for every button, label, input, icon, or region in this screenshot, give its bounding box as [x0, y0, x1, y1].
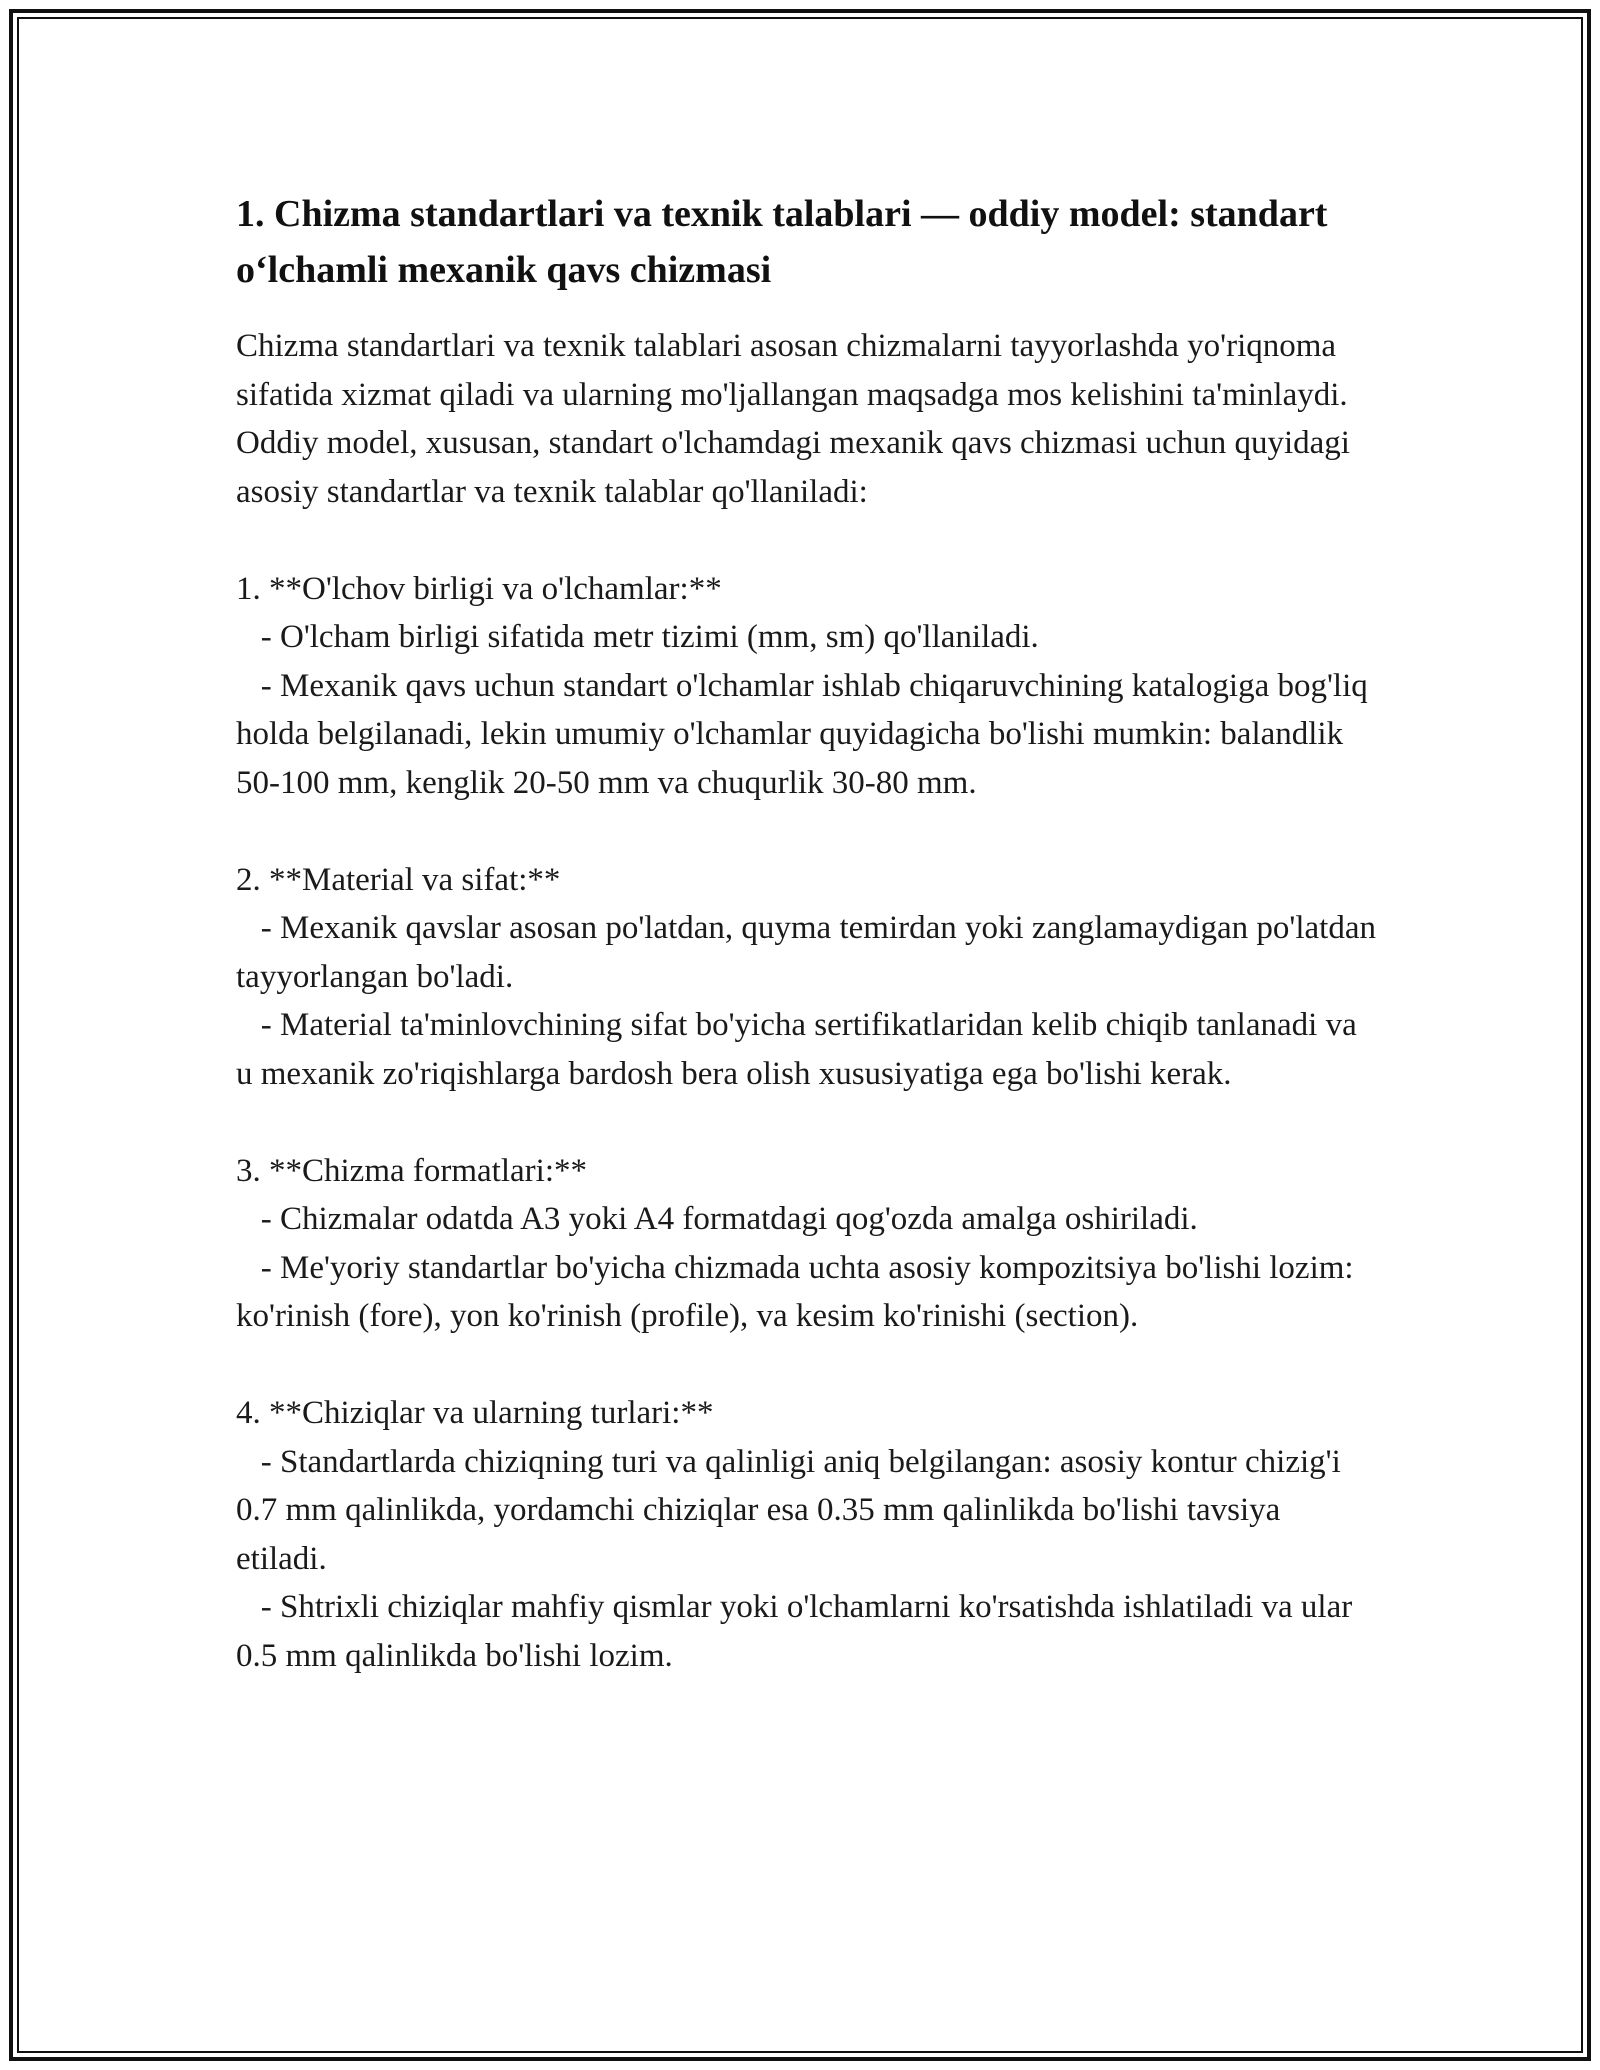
document-content [236, 186, 1376, 1680]
document-title: 1. Chizma standartlari va texnik talablari — oddiy model: standart o‘lchamli mexanik qavs chizmasi [236, 193, 1328, 291]
document-body: Chizma standartlari va texnik talablari asosan chizmalarni tayyorlashda yo'riqnoma sifatida xizmat qiladi va ularning mo'ljallangan maqsadga mos kelishini ta'minlaydi. Oddiy model, xususan, standart o'lchamdagi mexanik qavs chizmasi uchun quyidagi asosiy standartlar va texnik talablar qo'llaniladi: 1. **O'lchov birligi va o'lchamlar:** - O'lcham birligi sifatida metr tizimi (mm, sm) qo'llaniladi. - Mexanik qavs uchun standart o'lchamlar ishlab chiqaruvchining katalogiga bog'liq holda belgilanadi, lekin umumiy o'lchamlar quyidagicha bo'lishi mumkin: balandlik 50-100 mm, kenglik 20-50 mm va chuqurlik 30-80 mm. 2. **Material va sifat:** - Mexanik qavslar asosan po'latdan, quyma temirdan yoki zanglamaydigan po'latdan tayyorlangan bo'ladi. - Material ta'minlovchining sifat bo'yicha sertifikatlaridan kelib chiqib tanlanadi va u mexanik zo'riqishlarga bardosh bera olish xususiyatiga ega bo'lishi kerak. 3. **Chizma formatlari:** - Chizmalar odatda A3 yoki A4 formatdagi qog'ozda amalga oshiriladi. - Me'yoriy standartlar bo'yicha chizmada uchta asosiy kompozitsiya bo'lishi lozim: ko'rinish (fore), yon ko'rinish (profile), va kesim ko'rinishi (section). 4. **Chiziqlar va ularning turlari:** - Standartlarda chiziqning turi va qalinligi aniq belgilangan: asosiy kontur chizig'i 0.7 mm qalinlikda, yordamchi chiziqlar esa 0.35 mm qalinlikda bo'lishi tavsiya etiladi. - Shtrixli chiziqlar mahfiy qismlar yoki o'lchamlarni ko'rsatishda ishlatiladi va ular 0.5 mm qalinlikda bo'lishi lozim. [236, 328, 1376, 1674]
